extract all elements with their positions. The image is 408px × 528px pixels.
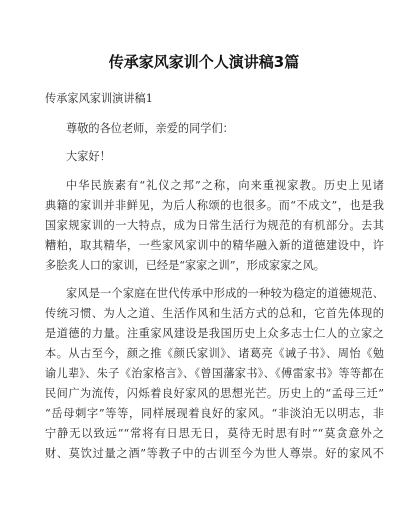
paragraph-2-line: 财、莫饮过量之酒”等教子中的古训至今为世人尊崇。好的家风不 — [45, 447, 384, 460]
salutation: 尊敬的各位老师，亲爱的同学们： — [66, 122, 234, 135]
paragraph-2-line: 谕儿辈》、朱子《治家格言》、《曾国藩家书》、《傅雷家书》等等都在 — [45, 367, 384, 380]
paragraph-2-line: 宁静无以致远”“常将有日思无日，莫待无时思有时”“莫贪意外之 — [45, 427, 384, 440]
paragraph-1-line: 典籍的家训并非鲜见，为后人称颂的也很多。而“不成文”，也是我 — [45, 199, 384, 212]
paragraph-1-line: 糟粕，取其精华，一些家风家训中的精华融入新的道德建设中，许 — [45, 239, 384, 252]
paragraph-2-line: 本。从古至今，颜之推《颜氏家训》、诸葛亮《诫子书》、周怡《勉 — [45, 347, 384, 360]
greeting: 大家好！ — [66, 150, 111, 163]
paragraph-1-line: 中华民族素有“礼仪之邦”之称，向来重视家教。历史上见诸 — [66, 179, 384, 192]
paragraph-1-line: 多脍炙人口的家训，已经是“家家之训”，形成家家之风。 — [45, 259, 325, 272]
speech-subtitle: 传承家风家训演讲稿1 — [45, 92, 153, 105]
paragraph-2-line: 传统习惯、为人之道、生活作风和生活方式的总和，它首先体现的 — [45, 307, 384, 320]
paragraph-1-line: 国家规家训的一大特点，成为日常生活行为规范的有机部分。去其 — [45, 219, 384, 232]
paragraph-2-line: 是道德的力量。注重家风建设是我国历史上众多志士仁人的立家之 — [45, 327, 384, 340]
document-title: 传承家风家训个人演讲稿3篇 — [108, 53, 300, 71]
paragraph-2-line: “岳母刺字”等等，同样展现着良好的家风。“非淡泊无以明志，非 — [45, 407, 384, 420]
paragraph-2-line: 民间广为流传，闪烁着良好家风的思想光芒。历史上的“孟母三迁” — [45, 387, 384, 400]
paragraph-2-line: 家风是一个家庭在世代传承中形成的一种较为稳定的道德规范、 — [66, 287, 384, 300]
